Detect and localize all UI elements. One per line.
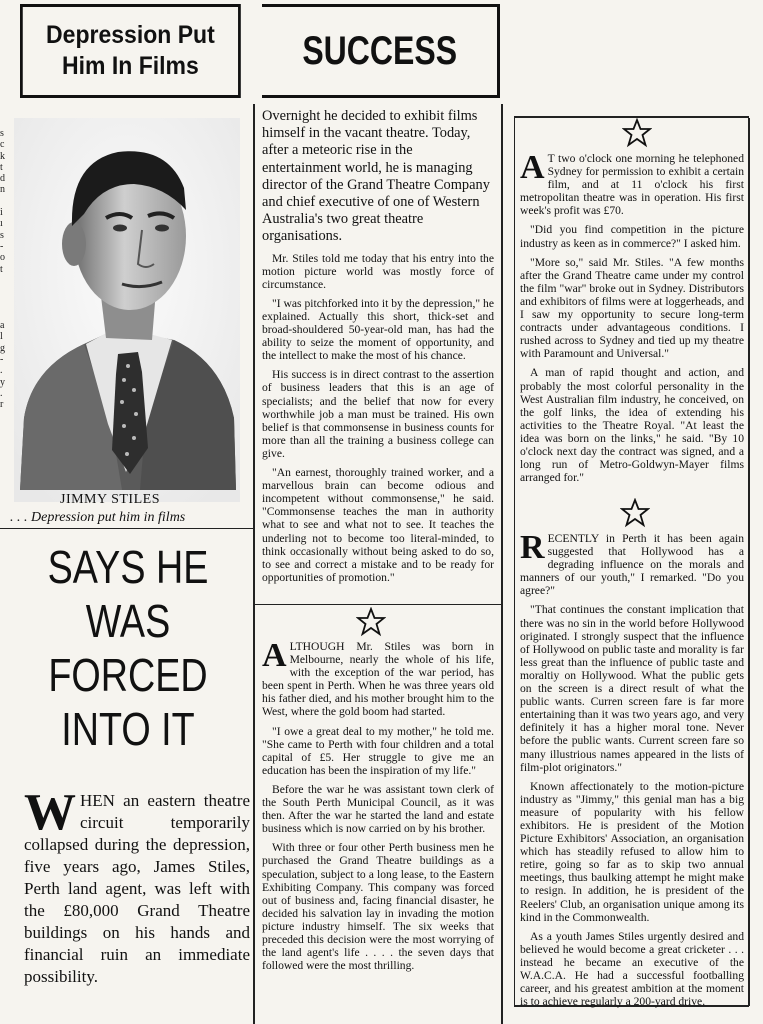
column-rule bbox=[253, 104, 255, 1024]
clipped-letter: s bbox=[0, 229, 4, 241]
headline-success: SUCCESS bbox=[302, 28, 457, 73]
clipped-letter: t bbox=[0, 263, 3, 275]
col2-section2-first: LTHOUGH Mr. Stiles was born in Melbourne, nearly the whole of his life, with the exception of the war period, has been spent in Perth. When he was three years old his father died, and his mother brought him to the West, where the gold boom had started. bbox=[262, 640, 494, 719]
portrait-photo bbox=[14, 118, 240, 502]
col3-section2-first: ECENTLY in Perth it has been again suggested that Hollywood has a degrading influence on the morals and manners of our youth," I remarked. "Do you agree?" bbox=[520, 532, 744, 598]
clipped-letter: s bbox=[0, 128, 4, 139]
col2-drop-cap: A bbox=[262, 637, 287, 674]
column-2-top bbox=[262, 108, 494, 590]
clipped-letter: c bbox=[0, 139, 5, 151]
clipped-letter bbox=[0, 309, 8, 320]
clipped-margin-letters bbox=[0, 128, 8, 410]
col3-paragraph: As a youth James Stiles urgently desired and believed he would become a great cricketer . . . instead he became an executive of the W.A.C.A. He had a successful footballing career, and his greatest ambition at the moment is to achieve regularly a 200-yard drive. bbox=[520, 929, 744, 1009]
col3-section1-first: T two o'clock one morning he telephoned Sydney for permission to exhibit a certain film, and at 11 o'clock his first metropolitan theatre was in operation. His first week's profit was £70. bbox=[520, 152, 744, 218]
clipped-letter: a bbox=[0, 320, 5, 332]
clipped-letter: . bbox=[0, 387, 3, 399]
clipped-letter: ı bbox=[0, 218, 3, 230]
clipped-letter bbox=[0, 297, 8, 308]
caption-name: JIMMY STILES bbox=[60, 492, 160, 507]
column-2-bottom bbox=[262, 637, 494, 978]
col2-paragraph: "I owe a great deal to my mother," he told me. "She came to Perth with four children and a total capital of £5. Her struggle to give me an education has been the inspiration of my life." bbox=[262, 724, 494, 777]
clipped-letter bbox=[0, 196, 8, 207]
clipped-letter: n bbox=[0, 184, 5, 196]
clipped-letter: d bbox=[0, 173, 5, 185]
col2-paragraph: With three or four other Perth business men he purchased the Grand Theatre buildings as a speculation, subject to a long lease, to the Eastern Exhibiting Company. This company was forced out of business and, facing financial disaster, he decided his salvation lay in invading the motion picture industry himself. The six weeks that preceded this decision were the most worrying of the land agent's life . . . . the seven days that followed were the most thrilling. bbox=[262, 841, 494, 973]
lead-paragraph bbox=[24, 784, 250, 988]
lead-text: HEN an eastern theatre circuit temporarily collapsed during the depression, five years ago, James Stiles, Perth land agent, was left with the £80,000 Grand Theatre buildings on his hands and financial ruin an immediate possibility. bbox=[24, 791, 250, 986]
col2-paragraph: "An earnest, thoroughly trained worker, and a marvellous brain can become odious and incompetent without commonsense," he said. "Commonsense teaches the man in authority what to see and what not to see. It teaches the underling not to become too literal-minded, to think occasionally without being asked to do so, to see and correct a mistake and to be ready for opportunities of promotion." bbox=[262, 466, 494, 584]
clipped-letter: o bbox=[0, 252, 5, 264]
col3-drop-cap: A bbox=[520, 149, 545, 186]
clipped-letter: i bbox=[0, 207, 3, 219]
headline-left-text: Depression Put Him In Films bbox=[46, 20, 215, 80]
column-rule bbox=[514, 118, 515, 1006]
col2-paragraph: Mr. Stiles told me today that his entry into the motion picture world was mostly force of circumstance. bbox=[262, 251, 494, 291]
clipped-letter: . bbox=[0, 365, 3, 377]
star-icon bbox=[622, 118, 652, 148]
subheadline-line: SAYS HE bbox=[47, 541, 209, 593]
col2-paragraph: Before the war he was assistant town clerk of the South Perth Municipal Council, as it was then. After the war he started the land and estate business which is now carried on by his brother. bbox=[262, 782, 494, 836]
star-icon bbox=[620, 498, 650, 528]
col3-paragraph: "More so," said Mr. Stiles. "A few months after the Grand Theatre came under my control the film "war" broke out in Sydney. Distributors and exhibitors of films were at loggerheads, and I saw my opportunity to secure long-term contracts under advantageous conditions. I rushed across to Sydney and tied up my theatre with Paramount and Universal." bbox=[520, 255, 744, 361]
column-3-bottom bbox=[520, 529, 744, 1014]
section-rule bbox=[253, 604, 501, 605]
column-3-top bbox=[520, 149, 744, 490]
headline-left bbox=[20, 4, 241, 98]
subheadline-line: WAS bbox=[85, 595, 171, 647]
clipped-letter: t bbox=[0, 161, 3, 173]
subheadline-line: INTO IT bbox=[61, 703, 195, 755]
column-rule bbox=[748, 118, 750, 1006]
col2-paragraph: "I was pitchforked into it by the depression," he explained. Actually this short, thick-set and broad-shouldered 50-year-old man, has had the ability to seize the moment of opportunity, and the intellect to make the most of his chance. bbox=[262, 296, 494, 363]
headline-right bbox=[262, 4, 500, 98]
clipped-letter bbox=[0, 275, 8, 286]
column-rule bbox=[501, 104, 503, 1024]
clipped-letter: r bbox=[0, 399, 4, 411]
col2-intro: Overnight he decided to exhibit films himself in the vacant theatre. Today, after a meteoric rise in the entertainment world, he is managing director of the Grand Theatre Company and chief executive of one of Western Australia's two great theatre organisations. bbox=[262, 108, 490, 245]
clipped-letter: y bbox=[0, 376, 5, 388]
clipped-letter bbox=[0, 286, 8, 297]
col3-paragraph: Known affectionately to the motion-picture industry as "Jimmy," this genial man has a big measure of popularity with his fellow exhibitors. He is president of the Motion Picture Exhibitors' Association, an organisation which has steadily refused to allow him to retire, going so far as to skip two annual meetings, thus baulking attempt he might make to resign. In addition, he is president of the Reelers' Club, an organisation unique among its kind in the Commonwealth. bbox=[520, 779, 744, 924]
col3-paragraph: "That continues the constant implication that there was no sin in the world before Hollywood originated. I strongly suspect that the influence of Hollywood on public taste and morality is far less great than the influence of public taste and moraltiy on Hollywood. What the public gets on the screen is a direct result of what the public wants. Curren screen fare is far more entertaining than it was two years ago, and very definitely it has a higher moral tone. Never before the public wants. Current screen fare so many illustrious names appeared in the lists of film-plot originators." bbox=[520, 603, 744, 774]
subheadline bbox=[10, 540, 246, 780]
col3-paragraph: A man of rapid thought and action, and probably the most colorful personality in the West Australian film industry, he conceived, on the golf links, the idea of extending his activities to the Theatre Royal. "At least the idea was born on the links," he said. "By 10 o'clock next day the contract was signed, and a long run of Metro-Goldwyn-Mayer films arranged for." bbox=[520, 366, 744, 485]
col2-paragraph: His success is in direct contrast to the assertion of business leaders that this is an age of specialists; and the belief that now for every worthwhile job a man must be trained. His own belief is that commonsense in business counts for more than all the training a business college can give. bbox=[262, 368, 494, 460]
clipped-letter: k bbox=[0, 150, 5, 162]
col3-paragraph: "Did you find competition in the picture industry as keen as in commerce?" I asked him. bbox=[520, 223, 744, 250]
subheadline-line: FORCED bbox=[48, 649, 208, 701]
col3-drop-cap: R bbox=[520, 529, 545, 566]
section-rule bbox=[0, 528, 253, 529]
clipped-letter: g bbox=[0, 342, 5, 354]
clipped-letter: - bbox=[0, 240, 4, 252]
clipped-letter: l bbox=[0, 331, 3, 343]
clipped-letter: - bbox=[0, 353, 4, 365]
lead-drop-cap: W bbox=[24, 784, 76, 841]
star-icon bbox=[356, 607, 386, 637]
caption-text: . . . Depression put him in films bbox=[10, 510, 186, 525]
